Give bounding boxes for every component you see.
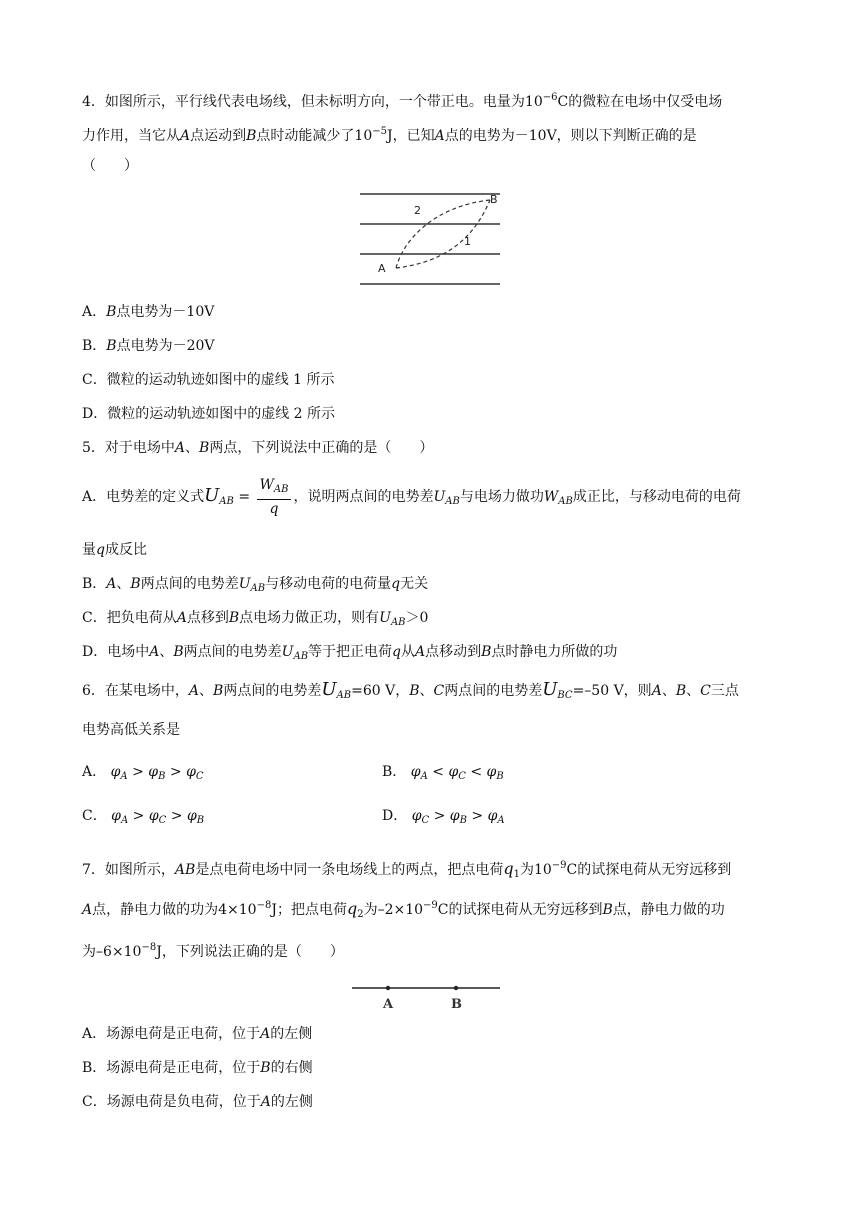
q6-option-b: B． $\varphi_A < \varphi_C < \varphi_B$ [382,764,504,782]
q6-option-a: A． $\varphi_A > \varphi_B > \varphi_C$ [82,764,204,782]
q5-stem: 5．对于电场中A、B两点，下列说法中正确的是（ ） [82,440,434,456]
q4-option-d: D．微粒的运动轨迹如图中的虚线 2 所示 [82,406,336,422]
figure-label-B: B [451,997,462,1012]
fraction: $\frac{W_{AB}}{q}$ [257,476,292,518]
figure-label-A: A [383,997,394,1012]
q7-stem-line1: 7．如图所示，AB是点电荷电场中同一条电场线上的两点，把点电荷$q_1$为$10^{-9}C$的试探电荷从无穷远移到 [82,859,732,880]
q7-field-line-figure [350,980,504,1014]
q5-option-a-line2: 量q成反比 [82,542,147,558]
q6-option-c: C． $\varphi_A > \varphi_C > \varphi_B$ [82,808,205,826]
q5-option-b: B．A、B两点间的电势差$U_{AB}$与移动电荷的电荷量q无关 [82,576,429,594]
point-A-dot [386,986,390,990]
figure-label-2: 2 [414,204,421,217]
q4-field-figure [356,188,506,288]
q6-stem-line2: 电势高低关系是 [82,722,180,738]
figure-label-A: A [378,262,386,275]
point-B-dot [454,986,458,990]
q4-option-a: A．B点电势为－10V [82,304,215,320]
trajectory-1 [396,200,490,268]
q7-option-b: B．场源电荷是正电荷，位于B的右侧 [82,1060,313,1076]
q7-stem-line3: 为$-6\times 10^{-8}J$，下列说法正确的是（ ） [82,942,344,960]
q4-option-b: B．B点电势为－20V [82,338,215,354]
q6-stem-line1: 6．在某电场中，A、B两点间的电势差$U_{AB}=60$ V，B、C两点间的电势差$U_{BC}=-50$ V，则A、B、C三点 [82,679,739,701]
q7-option-a: A．场源电荷是正电荷，位于A的左侧 [82,1026,313,1042]
q7-stem-line2: A点，静电力做的功为$4\times 10^{-8}J$；把点电荷$q_2$为$-2\times 10^{-9}C$的试探电荷从无穷远移到B点，静电力做的功 [82,899,725,920]
figure-label-1: 1 [464,235,471,248]
q5-option-a-line1: A．电势差的定义式$U_{AB}$ = $\frac{W_{AB}}{q}$ ，说明两点间的电势差$U_{AB}$与电场力做功$W_{AB}$成正比，与移动电荷的电荷 [82,477,741,517]
figure-label-B: B [490,193,498,206]
q5-option-d: D．电场中A、B两点间的电势差$U_{AB}$等于把正电荷q从A点移动到B点时静电力所做的功 [82,644,618,662]
q7-option-c: C．场源电荷是负电荷，位于A的左侧 [82,1094,313,1110]
q5-option-c: C．把负电荷从A点移到B点电场力做正功，则有$U_{AB}>0$ [82,610,429,628]
q4-paren: （ ） [82,158,138,174]
trajectory-2 [396,200,490,268]
q4-stem-line1: 4．如图所示，平行线代表电场线，但未标明方向，一个带正电。电量为$10^{-6}C$的微粒在电场中仅受电场 [82,92,723,110]
q4-stem-line2: 力作用，当它从A点运动到B点时动能减少了$10^{-5}J$，已知A点的电势为－10V，则以下判断正确的是 [82,126,697,144]
q4-option-c: C．微粒的运动轨迹如图中的虚线 1 所示 [82,372,335,388]
q6-option-d: D． $\varphi_C > \varphi_B > \varphi_A$ [382,808,505,826]
